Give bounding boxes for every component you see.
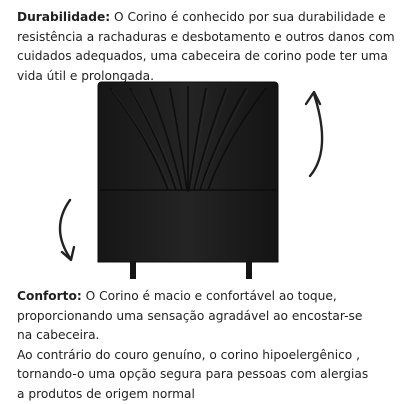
durability-text: O Corino é conhecido por sua durabilidade e resistência a rachaduras e desbotamento e outros danos com cuidados adequados, uma cabeceira de corino pode ter uma vida útil e prolongada. <box>17 10 395 83</box>
comfort-label: Conforto: <box>17 289 82 303</box>
curved-arrow-up-icon <box>306 92 322 176</box>
comfort-paragraph <box>17 287 397 404</box>
curved-arrow-down-icon <box>60 200 74 260</box>
headboard-legs <box>130 262 252 279</box>
headboard <box>98 82 278 262</box>
durability-label: Durabilidade: <box>17 10 111 24</box>
comfort-text: O Corino é macio e confortável ao toque, proporcionando uma sensação agradável ao encostar-se na cabeceira. Ao contrário do couro genuíno, o corino hipoelergênico , tornando-o uma opção segura para pessoas com alergias a produtos de origem normal <box>17 289 369 401</box>
